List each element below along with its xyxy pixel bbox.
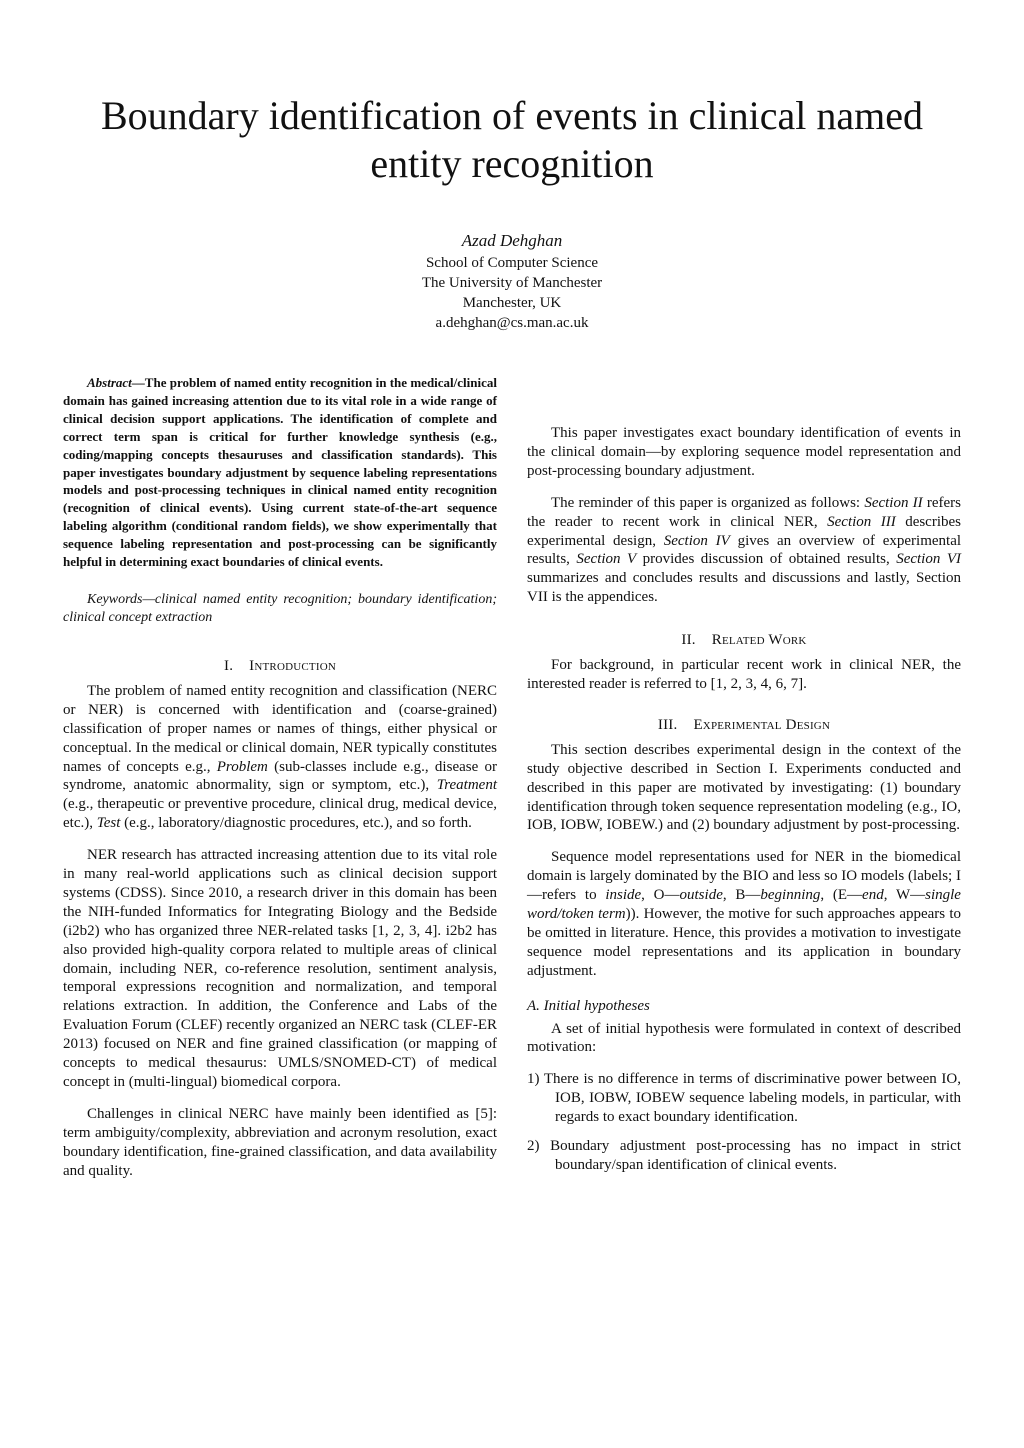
section-ref: Section II [864, 494, 923, 511]
design-paragraph-3: A set of initial hypothesis were formulated in context of described motivation: [527, 1020, 961, 1056]
label-term: end [862, 887, 884, 904]
intro-paragraph-5 [527, 494, 961, 607]
section-number: II. [681, 632, 696, 649]
subsection-heading-initial-hypotheses: A. Initial hypotheses [527, 997, 650, 1014]
text-run: The reminder of this paper is organized as follows: [551, 494, 865, 511]
term-treatment: Treatment [436, 777, 497, 794]
label-term: outside [679, 887, 723, 904]
author-department: School of Computer Science [425, 255, 599, 271]
term-problem: Problem [216, 758, 268, 775]
intro-paragraph-4: This paper investigates exact boundary identification of events in the clinical domain—by exploring sequence model representation and post-processing boundary adjustment. [527, 425, 961, 479]
text-run: (e.g., therapeutic or preventive procedure, clinical drug, medical device, etc.), [63, 796, 497, 832]
text-run: , B— [722, 887, 761, 904]
design-paragraph-1: This section describes experimental design in the context of the study objective described in Section I. Experiments conducted and described in this paper are motivated by investigating: (1) boundary identification through token sequence representation modeling (e.g., IO, IOB, IOBW, IOBEW.) and (2) boundary adjustment by post-processing. [527, 741, 961, 834]
paper-title: Boundary identification of events in clinical named entity recognition [101, 93, 923, 186]
hypothesis-2: 2) Boundary adjustment post-processing has no impact in strict boundary/span identification of clinical events. [527, 1138, 961, 1173]
author-block [300, 230, 724, 333]
section-title: Experimental Design [693, 716, 831, 733]
hypothesis-1: 1) There is no difference in terms of discriminative power between IO, IOB, IOBW, IOBEW sequence labeling models, in particular, with regards to exact boundary identification. [527, 1071, 961, 1126]
label-term: beginning [760, 887, 821, 904]
left-column [63, 374, 497, 1194]
related-paragraph-1: For background, in particular recent work in clinical NER, the interested reader is referred to [1, 2, 3, 4, 6, 7]. [527, 657, 961, 692]
section-heading-experimental-design [527, 716, 961, 735]
abstract-text: —The problem of named entity recognition in the medical/clinical domain has gained increasing attention due to its vital role in a wide range of clinical decision support applications. The identification of complete and correct term span is critical for further knowledge synthesis (e.g., coding/mapping concepts thesauruses and classification standards). This paper investigates boundary adjustment by sequence labeling representations models and post-processing techniques in clinical named entity recognition (recognition of clinical events). Using current state-of-the-art sequence labeling algorithm (conditional random fields), we show experimentally that sequence labeling representation and post-processing can be significantly helpful in determining exact boundaries of clinical events. [63, 375, 497, 570]
term-test: Test [96, 815, 121, 832]
text-run: (sub-classes include e.g., disease or syndrome, anatomic abnormality, sign or symptom, etc.), [63, 758, 498, 794]
section-ref: Section IV [663, 532, 730, 549]
intro-paragraph-2: NER research has attracted increasing attention due to its vital role in many real-world applications such as clinical decision support systems (CDSS). Since 2010, a research driver in this domain has been the NIH-funded Informatics for Integrating Biology and the Bedside (i2b2) who has organized three NER-related tasks [1, 2, 3, 4]. i2b2 has also provided high-quality corpora related to multiple areas of clinical domain, including NER, co-reference resolution, sentiment analysis, temporal expressions recognition and normalization, and temporal relations extraction. In addition, the Conference and Labs of the Evaluation Forum (CLEF) recently organized an NERC task (CLEF-ER 2013) focused on NER and fine grained classification (or mapping of concepts to medical thesaurus: UMLS/SNOMED-CT) of medical concept in (multi-lingual) biomedical corpora. [63, 847, 497, 1090]
label-term: single word/token term [527, 887, 961, 923]
text-run: The problem of named entity recognition and classification (NERC or NER) is concerned with identification and (coarse-grained) classification of proper names or names of things, either physical or conceptual. In the medical or clinical domain, NER typically constitutes names of concepts e.g., [63, 682, 497, 775]
abstract-lead: Abstract [87, 375, 132, 390]
text-run: refers the reader to recent work in clinical NER, [527, 494, 961, 530]
section-ref: Section VI [896, 551, 961, 568]
section-number: I. [224, 657, 234, 674]
right-column [527, 372, 961, 1185]
text-run: (e.g., laboratory/diagnostic procedures, etc.), and so forth. [120, 815, 472, 832]
text-run: , O— [641, 887, 680, 904]
text-run: summarizes and concludes results and discussions and lastly, Section VII is the appendices. [527, 570, 961, 606]
section-heading-introduction [63, 657, 497, 676]
section-title: Introduction [249, 657, 336, 674]
section-title: Related Work [711, 632, 807, 649]
design-paragraph-2 [527, 848, 961, 980]
author-university: The University of Manchester [421, 275, 603, 291]
author-city: Manchester, UK [462, 295, 562, 311]
text-run: Sequence model representations used for NER in the biomedical domain is largely dominated by the BIO and less so IO models (labels; I—refers to [527, 849, 961, 904]
text-run: gives an overview of experimental results, [527, 532, 962, 568]
abstract [63, 374, 497, 571]
section-heading-related-work [527, 631, 961, 650]
text-run: provides discussion of obtained results, [636, 551, 897, 568]
text-run: , (E— [820, 887, 863, 904]
text-run: describes experimental design, [527, 513, 962, 549]
section-ref: Section V [576, 551, 637, 568]
text-run: )). However, the motive for such approaches appears to be omitted in literature. Hence, this provides a motivation to investigate sequence model representations and its application in boundary adjustment. [527, 906, 961, 979]
author-name: Azad Dehghan [461, 231, 563, 250]
section-number: III. [657, 716, 678, 733]
author-email[interactable]: a.dehghan@cs.man.ac.uk [435, 315, 589, 331]
intro-paragraph-1 [63, 682, 497, 833]
text-run: , W— [883, 887, 926, 904]
keywords: Keywords—clinical named entity recognition; boundary identification; clinical concept extraction [63, 591, 497, 625]
label-term: inside [605, 887, 642, 904]
intro-paragraph-3: Challenges in clinical NERC have mainly been identified as [5]: term ambiguity/complexity, abbreviation and acronym resolution, exact boundary identification, fine-grained classification, and data availability and quality. [63, 1105, 497, 1179]
section-ref: Section III [827, 513, 896, 530]
